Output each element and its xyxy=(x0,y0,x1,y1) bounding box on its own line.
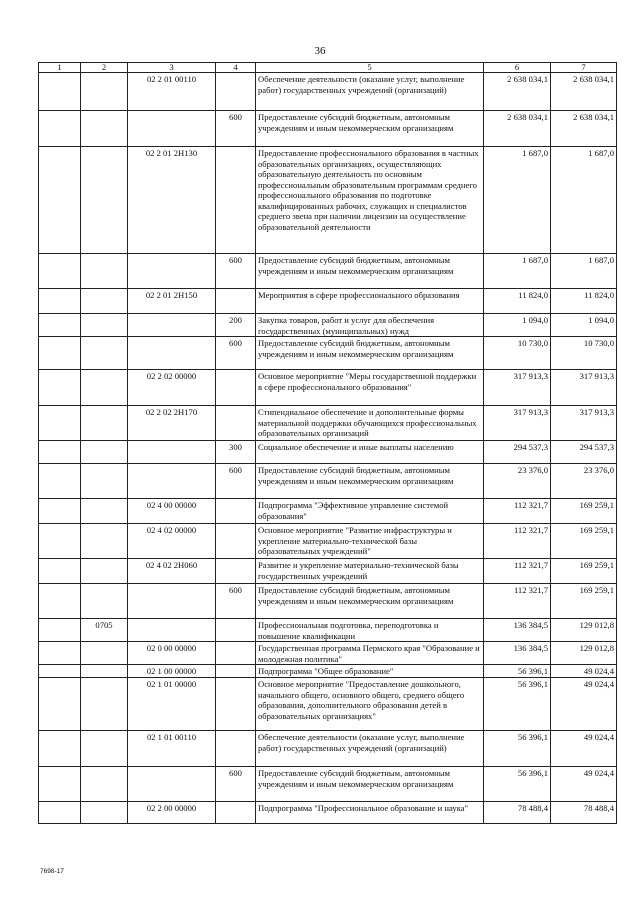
target-code-cell: 02 4 00 00000 xyxy=(128,499,216,524)
description-cell: Предоставление профессионального образования в частных образовательных организациях, осуществляющих образовательную деятельность по основным профессиональным образовательным программам среднего профессионального образования по подготовке квалифицированных рабочих, служащих и специалистов среднего звена при наличии лицензии на осуществление образовательной деятельности xyxy=(256,147,484,254)
amount-cell-2: 49 024,4 xyxy=(551,678,617,731)
section-cell xyxy=(39,731,81,767)
target-code-cell: 02 2 02 2Н170 xyxy=(128,406,216,441)
amount-cell-1: 2 638 034,1 xyxy=(484,73,551,111)
amount-cell-1: 56 396,1 xyxy=(484,767,551,802)
amount-cell-2: 49 024,4 xyxy=(551,665,617,678)
target-code-cell: 02 2 00 00000 xyxy=(128,802,216,824)
table-row xyxy=(39,370,617,406)
budget-table xyxy=(38,62,617,824)
subsection-cell xyxy=(81,524,128,559)
amount-cell-1: 56 396,1 xyxy=(484,665,551,678)
table-row xyxy=(39,441,617,464)
description-cell: Обеспечение деятельности (оказание услуг, выполнение работ) государственных учреждений (организаций) xyxy=(256,73,484,111)
subsection-cell xyxy=(81,289,128,314)
amount-cell-2: 2 638 034,1 xyxy=(551,111,617,147)
description-cell: Предоставление субсидий бюджетным, автономным учреждениям и иным некоммерческим организациям xyxy=(256,584,484,619)
section-cell xyxy=(39,767,81,802)
table-row xyxy=(39,111,617,147)
description-cell: Предоставление субсидий бюджетным, автономным учреждениям и иным некоммерческим организациям xyxy=(256,111,484,147)
amount-cell-2: 78 488,4 xyxy=(551,802,617,824)
expense-type-cell xyxy=(216,678,256,731)
target-code-cell: 02 1 01 00000 xyxy=(128,678,216,731)
table-row xyxy=(39,289,617,314)
table-row xyxy=(39,642,617,665)
target-code-cell xyxy=(128,767,216,802)
target-code-cell xyxy=(128,441,216,464)
expense-type-cell xyxy=(216,370,256,406)
amount-cell-2: 49 024,4 xyxy=(551,731,617,767)
amount-cell-2: 129 012,8 xyxy=(551,619,617,642)
amount-cell-1: 11 824,0 xyxy=(484,289,551,314)
amount-cell-1: 1 687,0 xyxy=(484,147,551,254)
target-code-cell xyxy=(128,314,216,337)
expense-type-cell xyxy=(216,665,256,678)
subsection-cell xyxy=(81,370,128,406)
amount-cell-2: 23 376,0 xyxy=(551,464,617,499)
table-row xyxy=(39,314,617,337)
subsection-cell xyxy=(81,254,128,289)
table-row xyxy=(39,559,617,584)
amount-cell-1: 1 687,0 xyxy=(484,254,551,289)
header-cell: 2 xyxy=(81,63,128,73)
amount-cell-1: 2 638 034,1 xyxy=(484,111,551,147)
expense-type-cell xyxy=(216,524,256,559)
target-code-cell: 02 2 01 00110 xyxy=(128,73,216,111)
section-cell xyxy=(39,441,81,464)
expense-type-cell xyxy=(216,73,256,111)
subsection-cell xyxy=(81,314,128,337)
description-cell: Стипендиальное обеспечение и дополнительные формы материальной поддержки обучающихся профессиональных образовательных организаций xyxy=(256,406,484,441)
description-cell: Основное мероприятие "Предоставление дошкольного, начального общего, основного общего, среднего общего образования, дополнительного образования детей в образовательных организациях" xyxy=(256,678,484,731)
amount-cell-1: 10 730,0 xyxy=(484,337,551,370)
amount-cell-1: 56 396,1 xyxy=(484,678,551,731)
section-cell xyxy=(39,499,81,524)
target-code-cell: 02 4 02 2Н060 xyxy=(128,559,216,584)
subsection-cell xyxy=(81,147,128,254)
subsection-cell xyxy=(81,731,128,767)
target-code-cell xyxy=(128,619,216,642)
amount-cell-1: 112 321,7 xyxy=(484,559,551,584)
expense-type-cell: 600 xyxy=(216,767,256,802)
expense-type-cell: 600 xyxy=(216,464,256,499)
amount-cell-1: 136 384,5 xyxy=(484,619,551,642)
expense-type-cell: 600 xyxy=(216,584,256,619)
section-cell xyxy=(39,642,81,665)
expense-type-cell xyxy=(216,147,256,254)
table-row xyxy=(39,619,617,642)
expense-type-cell: 600 xyxy=(216,111,256,147)
table-row xyxy=(39,802,617,824)
amount-cell-1: 1 094,0 xyxy=(484,314,551,337)
subsection-cell xyxy=(81,642,128,665)
amount-cell-2: 169 259,1 xyxy=(551,559,617,584)
section-cell xyxy=(39,559,81,584)
description-cell: Социальное обеспечение и иные выплаты населению xyxy=(256,441,484,464)
target-code-cell: 02 2 01 2Н130 xyxy=(128,147,216,254)
section-cell xyxy=(39,524,81,559)
table-row xyxy=(39,584,617,619)
target-code-cell xyxy=(128,464,216,499)
subsection-cell xyxy=(81,73,128,111)
description-cell: Предоставление субсидий бюджетным, автономным учреждениям и иным некоммерческим организациям xyxy=(256,767,484,802)
table-row xyxy=(39,731,617,767)
section-cell xyxy=(39,337,81,370)
subsection-cell xyxy=(81,767,128,802)
section-cell xyxy=(39,147,81,254)
header-cell: 5 xyxy=(256,63,484,73)
amount-cell-2: 1 687,0 xyxy=(551,254,617,289)
section-cell xyxy=(39,678,81,731)
expense-type-cell xyxy=(216,731,256,767)
expense-type-cell: 200 xyxy=(216,314,256,337)
table-row xyxy=(39,524,617,559)
section-cell xyxy=(39,665,81,678)
description-cell: Государственная программа Пермского края "Образование и молодежная политика" xyxy=(256,642,484,665)
table-row xyxy=(39,767,617,802)
description-cell: Мероприятия в сфере профессионального образования xyxy=(256,289,484,314)
amount-cell-2: 129 012,8 xyxy=(551,642,617,665)
amount-cell-1: 56 396,1 xyxy=(484,731,551,767)
expense-type-cell xyxy=(216,559,256,584)
subsection-cell xyxy=(81,406,128,441)
table-row xyxy=(39,464,617,499)
amount-cell-2: 49 024,4 xyxy=(551,767,617,802)
table-row xyxy=(39,499,617,524)
target-code-cell xyxy=(128,254,216,289)
amount-cell-1: 136 384,5 xyxy=(484,642,551,665)
target-code-cell xyxy=(128,337,216,370)
expense-type-cell xyxy=(216,406,256,441)
amount-cell-1: 78 488,4 xyxy=(484,802,551,824)
description-cell: Развитие и укрепление материально-технической базы государственных учреждений xyxy=(256,559,484,584)
target-code-cell: 02 2 01 2Н150 xyxy=(128,289,216,314)
amount-cell-1: 294 537,3 xyxy=(484,441,551,464)
amount-cell-1: 112 321,7 xyxy=(484,584,551,619)
amount-cell-2: 169 259,1 xyxy=(551,584,617,619)
target-code-cell: 02 1 01 00110 xyxy=(128,731,216,767)
table-header-row xyxy=(39,63,617,73)
expense-type-cell: 300 xyxy=(216,441,256,464)
description-cell: Подпрограмма "Общее образование" xyxy=(256,665,484,678)
section-cell xyxy=(39,254,81,289)
amount-cell-2: 10 730,0 xyxy=(551,337,617,370)
description-cell: Основное мероприятие "Развитие инфраструктуры и укрепление материально-технической базы образовательных учреждений" xyxy=(256,524,484,559)
target-code-cell xyxy=(128,584,216,619)
expense-type-cell xyxy=(216,499,256,524)
header-cell: 3 xyxy=(128,63,216,73)
amount-cell-1: 112 321,7 xyxy=(484,499,551,524)
header-cell: 6 xyxy=(484,63,551,73)
subsection-cell xyxy=(81,111,128,147)
section-cell xyxy=(39,289,81,314)
amount-cell-2: 294 537,3 xyxy=(551,441,617,464)
section-cell xyxy=(39,370,81,406)
target-code-cell: 02 1 00 00000 xyxy=(128,665,216,678)
section-cell xyxy=(39,464,81,499)
description-cell: Закупка товаров, работ и услуг для обеспечения государственных (муниципальных) нужд xyxy=(256,314,484,337)
section-cell xyxy=(39,111,81,147)
page-number: 36 xyxy=(314,45,326,57)
table-row xyxy=(39,73,617,111)
amount-cell-2: 169 259,1 xyxy=(551,524,617,559)
amount-cell-1: 112 321,7 xyxy=(484,524,551,559)
table-row xyxy=(39,406,617,441)
subsection-cell xyxy=(81,559,128,584)
target-code-cell: 02 2 02 00000 xyxy=(128,370,216,406)
amount-cell-2: 1 094,0 xyxy=(551,314,617,337)
table-row xyxy=(39,678,617,731)
table-row xyxy=(39,337,617,370)
description-cell: Основное мероприятие "Меры государственной поддержки в сфере профессионального образования" xyxy=(256,370,484,406)
amount-cell-2: 169 259,1 xyxy=(551,499,617,524)
header-cell: 1 xyxy=(39,63,81,73)
amount-cell-2: 317 913,3 xyxy=(551,406,617,441)
expense-type-cell: 600 xyxy=(216,254,256,289)
subsection-cell xyxy=(81,499,128,524)
section-cell xyxy=(39,619,81,642)
subsection-cell xyxy=(81,678,128,731)
amount-cell-1: 317 913,3 xyxy=(484,406,551,441)
amount-cell-1: 317 913,3 xyxy=(484,370,551,406)
section-cell xyxy=(39,584,81,619)
subsection-cell xyxy=(81,802,128,824)
subsection-cell xyxy=(81,584,128,619)
subsection-cell xyxy=(81,337,128,370)
amount-cell-2: 317 913,3 xyxy=(551,370,617,406)
table-row xyxy=(39,254,617,289)
target-code-cell: 02 4 02 00000 xyxy=(128,524,216,559)
table-row xyxy=(39,665,617,678)
table-row xyxy=(39,147,617,254)
expense-type-cell xyxy=(216,642,256,665)
description-cell: Предоставление субсидий бюджетным, автономным учреждениям и иным некоммерческим организациям xyxy=(256,254,484,289)
expense-type-cell xyxy=(216,289,256,314)
description-cell: Обеспечение деятельности (оказание услуг, выполнение работ) государственных учреждений (организаций) xyxy=(256,731,484,767)
subsection-cell xyxy=(81,441,128,464)
section-cell xyxy=(39,314,81,337)
expense-type-cell xyxy=(216,802,256,824)
subsection-cell xyxy=(81,665,128,678)
expense-type-cell: 600 xyxy=(216,337,256,370)
section-cell xyxy=(39,802,81,824)
expense-type-cell xyxy=(216,619,256,642)
footer-code: 7698-17 xyxy=(40,868,64,875)
header-cell: 4 xyxy=(216,63,256,73)
amount-cell-2: 2 638 034,1 xyxy=(551,73,617,111)
subsection-cell xyxy=(81,464,128,499)
section-cell xyxy=(39,73,81,111)
target-code-cell xyxy=(128,111,216,147)
subsection-cell: 0705 xyxy=(81,619,128,642)
header-cell: 7 xyxy=(551,63,617,73)
amount-cell-2: 11 824,0 xyxy=(551,289,617,314)
target-code-cell: 02 0 00 00000 xyxy=(128,642,216,665)
amount-cell-2: 1 687,0 xyxy=(551,147,617,254)
amount-cell-1: 23 376,0 xyxy=(484,464,551,499)
description-cell: Подпрограмма "Профессиональное образование и наука" xyxy=(256,802,484,824)
description-cell: Предоставление субсидий бюджетным, автономным учреждениям и иным некоммерческим организациям xyxy=(256,464,484,499)
description-cell: Профессиональная подготовка, переподготовка и повышение квалификации xyxy=(256,619,484,642)
description-cell: Подпрограмма "Эффективное управление системой образования" xyxy=(256,499,484,524)
section-cell xyxy=(39,406,81,441)
description-cell: Предоставление субсидий бюджетным, автономным учреждениям и иным некоммерческим организациям xyxy=(256,337,484,370)
